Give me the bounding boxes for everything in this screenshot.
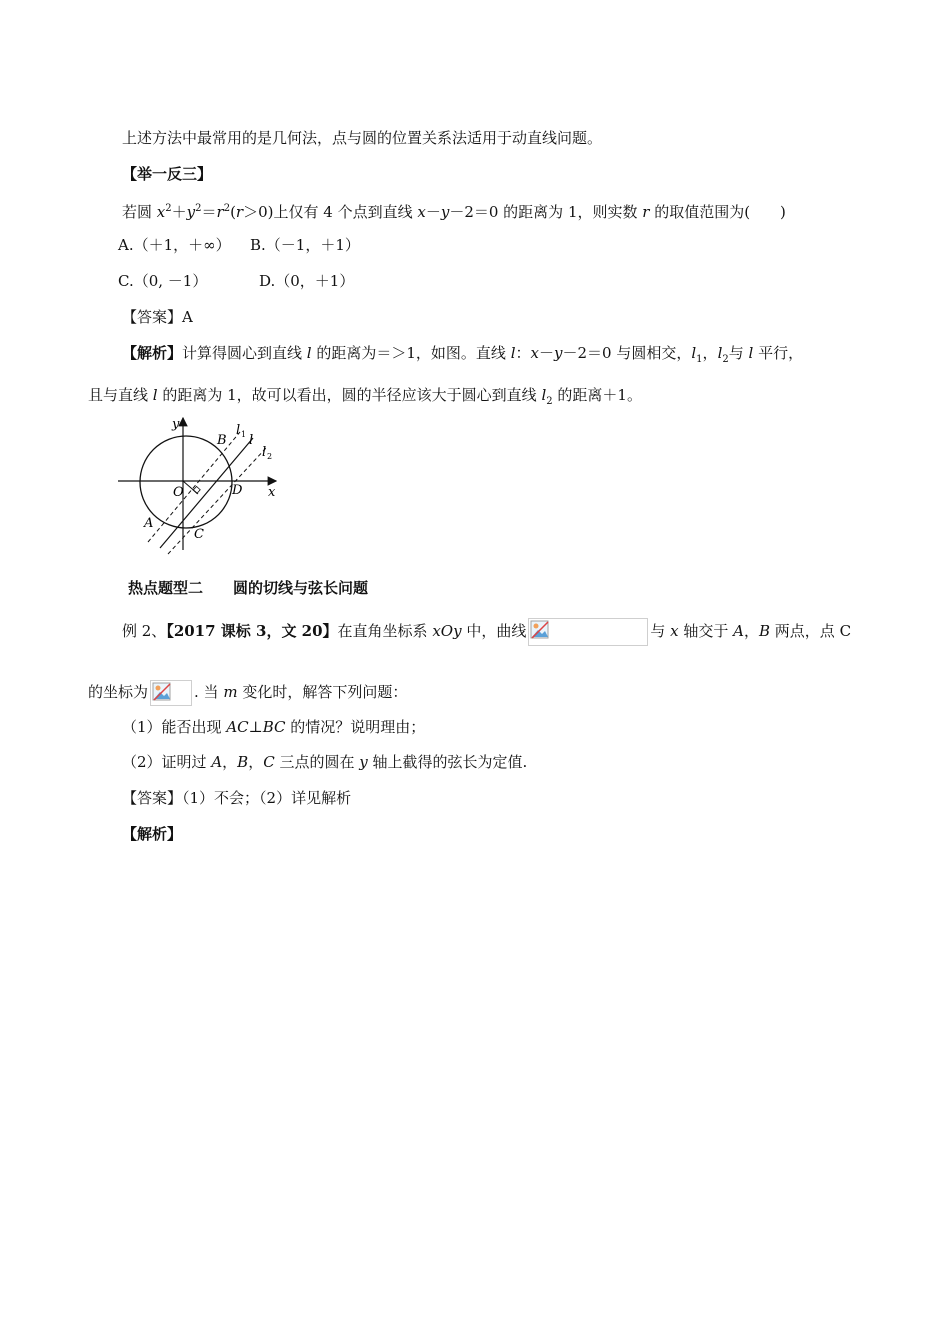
answer-1: 【答案】A [122, 308, 193, 326]
question-text: 若圆 $x^2+y^2=r^2(r>0)$上仅有 4 个点到直线 x－y－2＝0 的距离为 1，则实数 r 的取值范围为( ) [122, 203, 786, 221]
label-l1-sub: 1 [241, 430, 247, 439]
curve-equation-image [528, 618, 648, 646]
label-c: C [194, 527, 204, 542]
label-l: l [249, 433, 254, 448]
section-practice-heading: 【举一反三】 [122, 165, 213, 183]
label-d: D [232, 483, 243, 498]
sub-question-1: （1）能否出现 AC⊥BC 的情况？说明理由； [122, 718, 426, 736]
label-x: x [268, 485, 276, 500]
label-l2: l [262, 445, 267, 460]
option-b: B.（－1，＋1） [250, 236, 360, 254]
option-d: D.（0，＋1） [259, 272, 355, 290]
label-a: A [144, 516, 154, 531]
analysis-1-line2: 且与直线 l 的距离为 1，故可以看出，圆的半径应该大于圆心到直线 $l_2$ 的距离＋1。 [88, 386, 642, 407]
circle-lines-figure [110, 412, 285, 557]
label-o: O [173, 485, 184, 500]
answer-2: 【答案】（1）不会；（2）详见解析 [122, 789, 352, 807]
method-note: 上述方法中最常用的是几何法，点与圆的位置关系法适用于动直线问题。 [122, 129, 603, 147]
section-hot-heading: 热点题型二 圆的切线与弦长问题 [128, 579, 369, 597]
analysis-1-line1: 【解析】计算得圆心到直线 l 的距离为＝＞1，如图。直线 l：x－y－2＝0 与圆相交，$l_1$，$l_2$与 l 平行， [122, 344, 804, 365]
circle [140, 436, 232, 528]
label-l2-sub: 2 [267, 452, 273, 461]
example-2-line1: 例 2、【2017 课标 3，文 20】在直角坐标系 xOy 中，曲线 与 x 轴交于 A，B 两点，点 C [122, 618, 851, 646]
analysis-2: 【解析】 [122, 825, 183, 843]
example-2-line2: 的坐标为 . 当 m 变化时，解答下列问题： [88, 680, 407, 706]
option-a: A.（＋1，＋∞） [118, 236, 231, 254]
point-c-coordinate-image [150, 680, 192, 706]
label-y: y [172, 417, 180, 432]
option-c: C.（0, －1） [118, 272, 208, 290]
sub-question-2: （2）证明过 A，B，C 三点的圆在 y 轴上截得的弦长为定值. [122, 753, 528, 771]
label-l1: l [236, 423, 241, 438]
label-b: B [217, 433, 227, 448]
